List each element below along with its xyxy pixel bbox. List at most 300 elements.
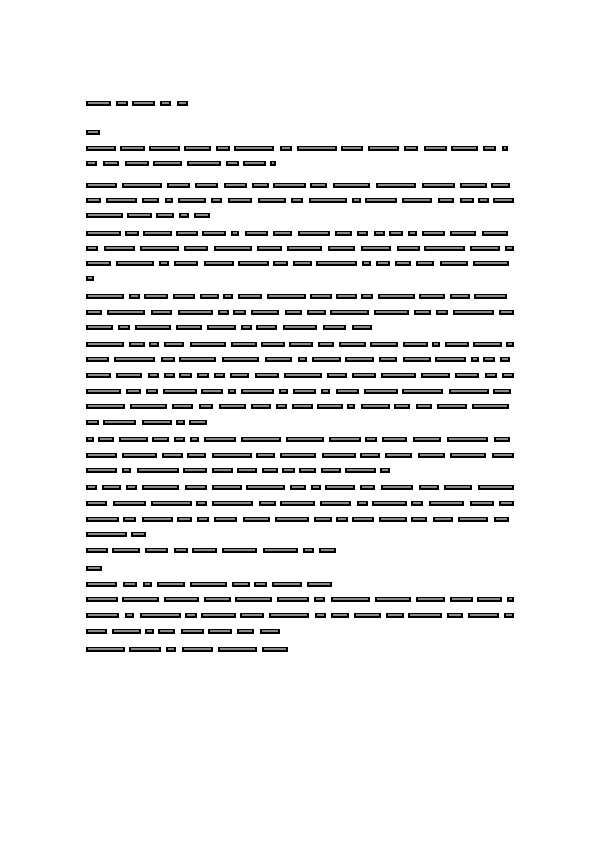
text-word — [408, 231, 417, 236]
text-word — [419, 294, 445, 299]
text-word — [365, 198, 397, 203]
text-word — [106, 198, 137, 203]
text-word — [251, 310, 279, 315]
text-word — [204, 261, 234, 266]
text-word — [211, 198, 222, 203]
text-word — [455, 373, 479, 378]
text-word — [118, 325, 130, 330]
text-word — [321, 389, 330, 394]
text-word — [438, 198, 454, 203]
text-word — [86, 501, 107, 506]
text-word — [86, 161, 97, 166]
text-word — [204, 437, 236, 442]
text-word — [499, 501, 514, 506]
text-word — [86, 276, 94, 281]
text-word — [230, 373, 249, 378]
text-word — [233, 310, 246, 315]
text-word — [190, 582, 227, 587]
text-word — [265, 357, 292, 362]
text-word — [189, 420, 207, 425]
text-word — [471, 357, 479, 362]
text-word — [506, 342, 514, 347]
text-word — [478, 198, 489, 203]
text-word — [352, 517, 374, 522]
text-word — [317, 404, 343, 409]
text-word — [328, 246, 355, 251]
text-word — [86, 294, 124, 299]
text-word — [482, 231, 508, 236]
text-word — [424, 146, 447, 151]
text-word — [440, 261, 468, 266]
text-word — [140, 613, 181, 618]
text-word — [255, 373, 279, 378]
text-word — [453, 310, 494, 315]
text-word — [261, 342, 285, 347]
text-word — [142, 420, 172, 425]
text-word — [273, 231, 292, 236]
text-word — [212, 501, 253, 506]
text-word — [485, 373, 497, 378]
text-word — [190, 342, 226, 347]
text-word — [280, 453, 316, 458]
text-word — [116, 373, 142, 378]
text-word — [474, 294, 507, 299]
text-word — [103, 161, 119, 166]
text-word — [279, 389, 288, 394]
text-word — [164, 597, 199, 602]
text-word — [394, 404, 410, 409]
text-word — [153, 161, 182, 166]
text-word — [231, 231, 239, 236]
text-word — [156, 213, 174, 218]
text-word — [432, 342, 440, 347]
text-word — [125, 161, 149, 166]
text-word — [144, 294, 168, 299]
text-word — [103, 420, 136, 425]
text-word — [86, 468, 117, 473]
text-word — [298, 231, 330, 236]
text-word — [86, 101, 111, 106]
text-word — [472, 404, 509, 409]
text-word — [499, 310, 514, 315]
text-word — [470, 501, 494, 506]
text-word — [113, 501, 146, 506]
text-word — [112, 548, 140, 553]
text-word — [145, 629, 154, 634]
text-word — [273, 261, 288, 266]
text-word — [389, 231, 403, 236]
text-word — [173, 294, 195, 299]
text-word — [86, 548, 108, 553]
text-word — [137, 468, 179, 473]
text-word — [307, 310, 326, 315]
text-word — [422, 183, 455, 188]
text-word — [222, 357, 259, 362]
text-word — [267, 294, 306, 299]
text-word — [447, 613, 463, 618]
text-word — [162, 453, 183, 458]
text-word — [185, 485, 207, 490]
text-word — [380, 468, 390, 473]
text-word — [357, 501, 368, 506]
text-word — [316, 261, 357, 266]
text-word — [208, 629, 232, 634]
text-word — [374, 310, 409, 315]
text-word — [372, 501, 407, 506]
text-word — [86, 213, 123, 218]
text-word — [212, 468, 233, 473]
text-word — [201, 613, 236, 618]
text-word — [176, 325, 202, 330]
text-word — [361, 246, 391, 251]
text-word — [361, 404, 390, 409]
text-word — [183, 468, 207, 473]
text-word — [181, 629, 204, 634]
text-word — [152, 437, 169, 442]
text-word — [132, 101, 155, 106]
text-word — [86, 357, 109, 362]
text-word — [86, 325, 113, 330]
text-word — [262, 468, 278, 473]
text-word — [483, 146, 496, 151]
text-word — [411, 517, 427, 522]
text-word — [127, 213, 152, 218]
text-word — [212, 485, 242, 490]
text-word — [200, 294, 219, 299]
text-word — [413, 437, 441, 442]
text-word — [365, 437, 377, 442]
text-word — [204, 597, 231, 602]
text-word — [243, 517, 270, 522]
text-word — [238, 294, 262, 299]
text-word — [177, 101, 188, 106]
text-word — [352, 373, 376, 378]
text-word — [135, 325, 171, 330]
text-word — [254, 582, 267, 587]
text-word — [174, 548, 188, 553]
text-word — [125, 613, 134, 618]
text-word — [129, 294, 140, 299]
text-word — [381, 485, 413, 490]
text-word — [451, 146, 478, 151]
text-word — [347, 404, 355, 409]
text-word — [259, 501, 276, 506]
text-word — [336, 389, 359, 394]
text-word — [297, 146, 337, 151]
text-word — [323, 325, 346, 330]
text-word — [494, 517, 509, 522]
text-word — [379, 517, 407, 522]
text-word — [86, 389, 121, 394]
text-word — [285, 310, 302, 315]
text-word — [293, 261, 312, 266]
text-word — [163, 389, 197, 394]
text-word — [231, 342, 257, 347]
text-word — [184, 146, 211, 151]
text-word — [184, 246, 208, 251]
text-word — [187, 161, 221, 166]
text-word — [370, 342, 398, 347]
text-word — [416, 261, 434, 266]
text-word — [460, 198, 474, 203]
text-word — [272, 582, 302, 587]
text-word — [256, 325, 277, 330]
text-word — [258, 198, 286, 203]
text-word — [331, 597, 370, 602]
text-word — [149, 342, 159, 347]
text-word — [240, 613, 264, 618]
text-word — [86, 261, 111, 266]
text-word — [493, 389, 511, 394]
text-word — [212, 453, 252, 458]
text-word — [276, 404, 287, 409]
text-word — [214, 373, 225, 378]
text-word — [226, 161, 239, 166]
text-word — [86, 453, 117, 458]
text-word — [477, 597, 502, 602]
text-word — [116, 101, 128, 106]
text-word — [176, 231, 198, 236]
text-word — [126, 485, 137, 490]
text-word — [160, 101, 171, 106]
text-word — [179, 357, 216, 362]
text-word — [360, 485, 375, 490]
text-word — [283, 325, 317, 330]
text-word — [145, 548, 168, 553]
text-word — [325, 485, 355, 490]
text-word — [408, 613, 442, 618]
text-word — [309, 198, 347, 203]
text-word — [86, 146, 116, 151]
text-word — [450, 294, 470, 299]
text-word — [245, 231, 268, 236]
text-word — [129, 647, 161, 652]
text-word — [241, 325, 252, 330]
text-word — [86, 373, 111, 378]
text-word — [402, 389, 443, 394]
text-word — [381, 373, 416, 378]
text-word — [172, 404, 193, 409]
text-word — [374, 231, 385, 236]
text-word — [291, 198, 303, 203]
text-word — [216, 146, 230, 151]
text-word — [330, 310, 369, 315]
text-word — [174, 261, 198, 266]
text-word — [104, 246, 135, 251]
text-word — [429, 501, 464, 506]
text-word — [260, 629, 280, 634]
text-word — [314, 597, 325, 602]
text-word — [299, 468, 316, 473]
text-word — [199, 404, 213, 409]
text-word — [444, 485, 472, 490]
text-word — [146, 389, 158, 394]
text-word — [418, 453, 445, 458]
text-word — [157, 582, 185, 587]
text-word — [379, 357, 397, 362]
text-word — [151, 310, 172, 315]
text-word — [257, 246, 282, 251]
text-word — [122, 453, 157, 458]
text-word — [492, 453, 514, 458]
text-word — [202, 231, 226, 236]
text-word — [289, 342, 313, 347]
text-word — [182, 647, 213, 652]
text-word — [179, 373, 192, 378]
text-word — [179, 213, 189, 218]
text-word — [143, 231, 172, 236]
text-word — [491, 183, 510, 188]
text-word — [339, 342, 366, 347]
text-word — [424, 246, 465, 251]
text-word — [419, 485, 439, 490]
text-word — [450, 453, 486, 458]
text-word — [252, 183, 269, 188]
text-word — [280, 501, 315, 506]
text-word — [165, 198, 173, 203]
text-word — [241, 389, 274, 394]
text-word — [335, 231, 352, 236]
text-word — [187, 453, 206, 458]
text-word — [362, 261, 371, 266]
text-word — [86, 420, 99, 425]
text-word — [262, 647, 288, 652]
text-word — [395, 261, 411, 266]
text-word — [123, 517, 136, 522]
text-word — [473, 261, 509, 266]
text-word — [360, 453, 380, 458]
text-word — [140, 246, 179, 251]
text-word — [234, 146, 274, 151]
text-word — [502, 146, 508, 151]
text-word — [404, 146, 418, 151]
text-word — [116, 261, 154, 266]
text-word — [273, 183, 306, 188]
text-word — [197, 373, 209, 378]
text-word — [243, 161, 266, 166]
text-word — [437, 404, 467, 409]
text-word — [192, 548, 217, 553]
text-word — [86, 647, 125, 652]
text-word — [177, 517, 192, 522]
text-word — [320, 501, 351, 506]
text-word — [310, 183, 327, 188]
text-word — [450, 597, 473, 602]
text-word — [86, 404, 125, 409]
text-word — [151, 501, 192, 506]
text-word — [361, 294, 373, 299]
text-word — [341, 146, 363, 151]
text-word — [331, 613, 349, 618]
text-word — [195, 183, 218, 188]
text-word — [436, 310, 448, 315]
text-word — [148, 373, 159, 378]
text-word — [142, 485, 179, 490]
text-word — [416, 597, 445, 602]
text-word — [494, 437, 510, 442]
text-word — [112, 629, 141, 634]
text-word — [86, 629, 107, 634]
text-word — [86, 198, 101, 203]
text-word — [126, 389, 141, 394]
text-word — [470, 246, 500, 251]
text-word — [345, 468, 376, 473]
text-word — [303, 548, 314, 553]
text-word — [310, 294, 332, 299]
text-word — [364, 389, 398, 394]
text-word — [232, 582, 250, 587]
text-word — [403, 357, 431, 362]
text-word — [130, 404, 167, 409]
text-word — [241, 437, 281, 442]
text-word — [298, 357, 307, 362]
text-word — [352, 325, 372, 330]
text-word — [149, 146, 180, 151]
text-word — [107, 310, 145, 315]
text-word — [120, 146, 145, 151]
text-word — [263, 548, 298, 553]
text-word — [246, 485, 285, 490]
text-word — [214, 246, 252, 251]
text-word — [123, 582, 137, 587]
text-word — [176, 420, 185, 425]
text-word — [185, 613, 197, 618]
text-word — [270, 161, 276, 166]
text-word — [166, 647, 176, 652]
text-word — [228, 389, 236, 394]
text-word — [505, 246, 514, 251]
text-word — [223, 294, 233, 299]
text-word — [422, 231, 445, 236]
text-word — [507, 597, 514, 602]
text-word — [122, 597, 159, 602]
text-word — [237, 629, 254, 634]
text-word — [129, 342, 145, 347]
text-word — [161, 357, 175, 362]
text-word — [312, 357, 341, 362]
text-word — [435, 357, 466, 362]
text-word — [354, 613, 381, 618]
text-word — [473, 342, 502, 347]
text-word — [164, 342, 184, 347]
text-word — [284, 373, 322, 378]
text-word — [375, 597, 411, 602]
text-word — [458, 517, 488, 522]
text-word — [86, 310, 102, 315]
text-word — [207, 325, 236, 330]
text-word — [174, 437, 185, 442]
text-word — [293, 389, 316, 394]
text-word — [122, 183, 162, 188]
text-word — [237, 468, 257, 473]
text-word — [327, 373, 347, 378]
text-word — [311, 485, 321, 490]
text-word — [238, 261, 269, 266]
text-word — [102, 485, 121, 490]
text-word — [86, 582, 117, 587]
text-word — [307, 582, 332, 587]
text-word — [86, 517, 119, 522]
text-word — [196, 501, 207, 506]
text-word — [218, 310, 229, 315]
text-word — [269, 613, 309, 618]
text-word — [119, 437, 148, 442]
text-word — [142, 517, 173, 522]
text-word — [164, 373, 175, 378]
text-word — [219, 404, 246, 409]
text-word — [280, 146, 292, 151]
text-word — [86, 246, 98, 251]
